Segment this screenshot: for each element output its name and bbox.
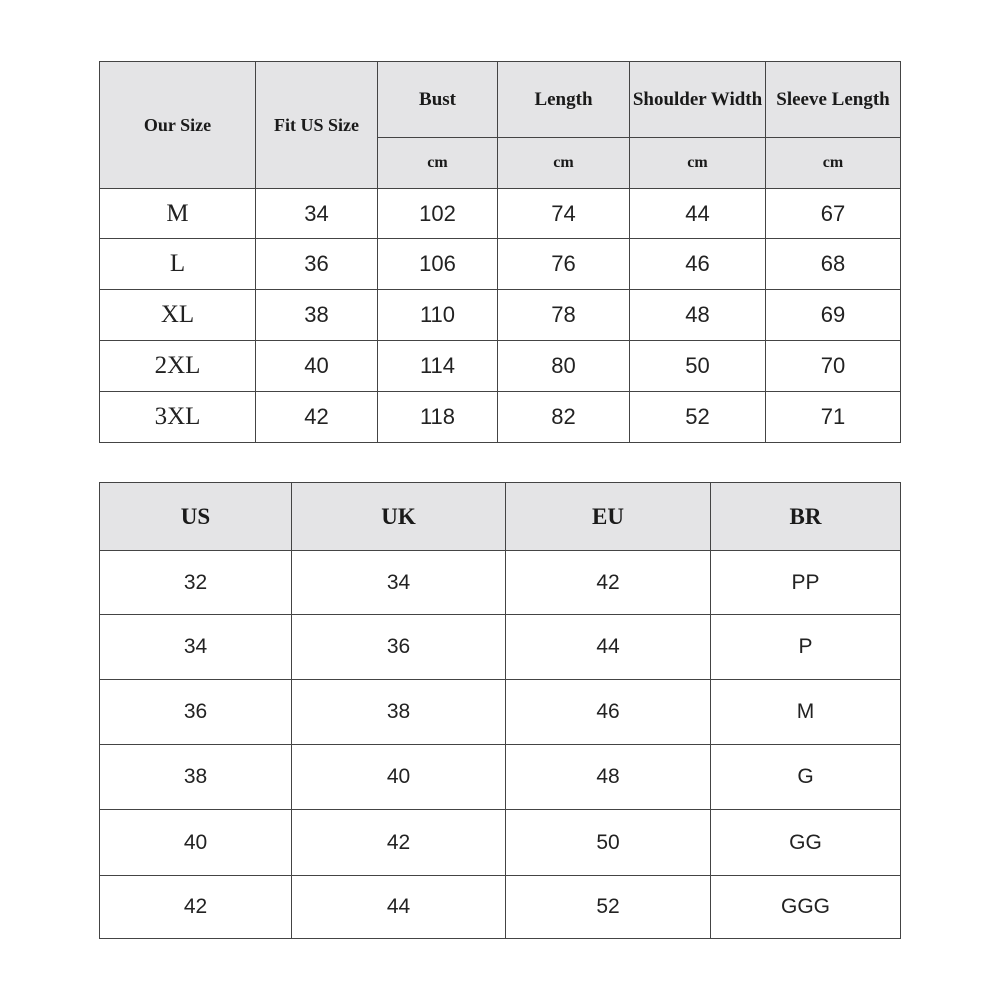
eu-size-cell: 50 (506, 810, 711, 876)
uk-size-cell: 36 (292, 615, 506, 680)
unit-sleeve-length: cm (766, 138, 901, 189)
header-bust: Bust (378, 62, 498, 138)
br-size-cell: GGG (711, 876, 901, 939)
length-cell: 74 (498, 189, 630, 239)
unit-shoulder-width: cm (630, 138, 766, 189)
br-size-cell: G (711, 745, 901, 810)
our-size-cell: 3XL (100, 392, 256, 443)
header-br: BR (711, 483, 901, 551)
conversion-header-row (100, 483, 901, 551)
unit-length: cm (498, 138, 630, 189)
header-uk: UK (292, 483, 506, 551)
shoulder-width-cell: 50 (630, 341, 766, 392)
table-row (100, 239, 901, 290)
uk-size-cell: 42 (292, 810, 506, 876)
fit-us-size-cell: 42 (256, 392, 378, 443)
sleeve-length-cell: 67 (766, 189, 901, 239)
table-row (100, 810, 901, 876)
our-size-cell: L (100, 239, 256, 290)
fit-us-size-cell: 36 (256, 239, 378, 290)
length-cell: 80 (498, 341, 630, 392)
eu-size-cell: 44 (506, 615, 711, 680)
br-size-cell: GG (711, 810, 901, 876)
bust-cell: 118 (378, 392, 498, 443)
header-sleeve-length: Sleeve Length (766, 62, 901, 138)
shoulder-width-cell: 44 (630, 189, 766, 239)
bust-cell: 106 (378, 239, 498, 290)
br-size-cell: P (711, 615, 901, 680)
br-size-cell: PP (711, 551, 901, 615)
size-conversion-table (99, 482, 901, 939)
us-size-cell: 32 (100, 551, 292, 615)
length-cell: 76 (498, 239, 630, 290)
size-chart-header-row (100, 62, 901, 138)
length-cell: 78 (498, 290, 630, 341)
eu-size-cell: 46 (506, 680, 711, 745)
us-size-cell: 38 (100, 745, 292, 810)
header-fit-us-size: Fit US Size (256, 62, 378, 189)
shoulder-width-cell: 46 (630, 239, 766, 290)
table-row (100, 290, 901, 341)
us-size-cell: 34 (100, 615, 292, 680)
eu-size-cell: 52 (506, 876, 711, 939)
sleeve-length-cell: 70 (766, 341, 901, 392)
bust-cell: 110 (378, 290, 498, 341)
our-size-cell: M (100, 189, 256, 239)
header-shoulder-width: Shoulder Width (630, 62, 766, 138)
uk-size-cell: 40 (292, 745, 506, 810)
table-row (100, 189, 901, 239)
table-row (100, 745, 901, 810)
uk-size-cell: 44 (292, 876, 506, 939)
eu-size-cell: 42 (506, 551, 711, 615)
br-size-cell: M (711, 680, 901, 745)
table-row (100, 392, 901, 443)
table-row (100, 551, 901, 615)
fit-us-size-cell: 34 (256, 189, 378, 239)
table-row (100, 680, 901, 745)
our-size-cell: 2XL (100, 341, 256, 392)
bust-cell: 114 (378, 341, 498, 392)
header-us: US (100, 483, 292, 551)
us-size-cell: 40 (100, 810, 292, 876)
header-length: Length (498, 62, 630, 138)
us-size-cell: 42 (100, 876, 292, 939)
our-size-cell: XL (100, 290, 256, 341)
eu-size-cell: 48 (506, 745, 711, 810)
sleeve-length-cell: 69 (766, 290, 901, 341)
length-cell: 82 (498, 392, 630, 443)
shoulder-width-cell: 48 (630, 290, 766, 341)
header-our-size: Our Size (100, 62, 256, 189)
size-chart-table (99, 61, 901, 443)
shoulder-width-cell: 52 (630, 392, 766, 443)
fit-us-size-cell: 40 (256, 341, 378, 392)
unit-bust: cm (378, 138, 498, 189)
fit-us-size-cell: 38 (256, 290, 378, 341)
sleeve-length-cell: 71 (766, 392, 901, 443)
table-row (100, 876, 901, 939)
uk-size-cell: 38 (292, 680, 506, 745)
us-size-cell: 36 (100, 680, 292, 745)
header-eu: EU (506, 483, 711, 551)
sleeve-length-cell: 68 (766, 239, 901, 290)
table-row (100, 341, 901, 392)
bust-cell: 102 (378, 189, 498, 239)
uk-size-cell: 34 (292, 551, 506, 615)
table-row (100, 615, 901, 680)
